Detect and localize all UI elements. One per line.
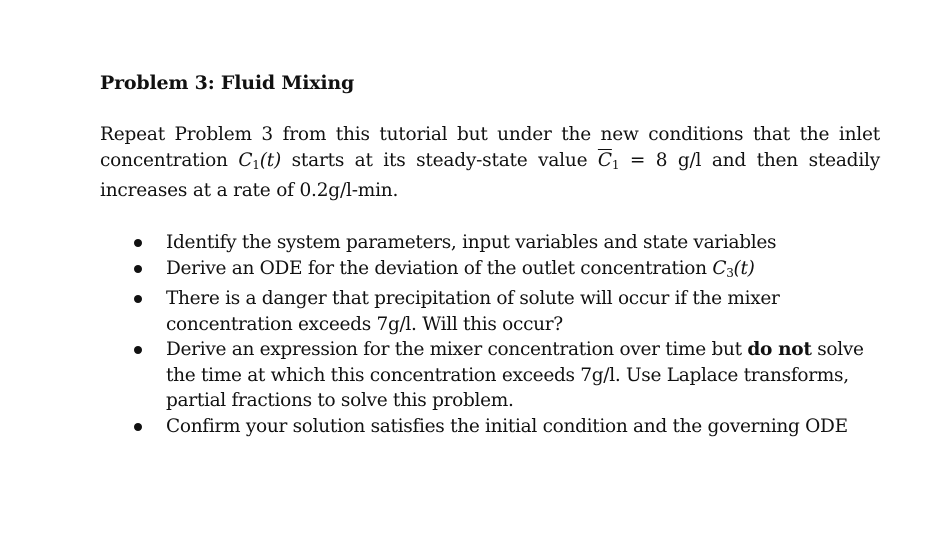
bullet-icon	[134, 295, 142, 303]
task-list	[100, 230, 880, 439]
task-item: Identify the system parameters, input variables and state variables	[134, 230, 880, 256]
problem-title: Problem 3: Fluid Mixing	[100, 72, 355, 94]
steady-state-symbol: $\overline{C}_1$	[597, 150, 620, 172]
task-item: There is a danger that precipitation of solute will occur if the mixer concentration exceeds 7g/l. Will this occur?	[134, 286, 880, 337]
problem-intro	[100, 122, 880, 204]
intro-text-1: Repeat Problem 3 from this tutorial but under the new conditions that the inlet concentration	[100, 124, 880, 171]
outlet-concentration-symbol: $C_3(t)$	[712, 257, 755, 280]
intro-text-3: and then steadily increases at a rate of 0.2g/l-min.	[100, 150, 881, 201]
emphasis-do-not: do not	[747, 339, 812, 360]
task-item: Derive an expression for the mixer concentration over time but do not solve the time at which this concentration exceeds 7g/l. Use Laplace transforms, partial fractions to solve this problem.	[134, 337, 880, 414]
document-page	[100, 72, 880, 439]
bullet-icon	[134, 346, 142, 354]
bullet-icon	[134, 423, 142, 431]
steady-state-value: = 8 g/l	[619, 150, 702, 171]
bullet-icon	[134, 265, 142, 273]
intro-text-2: starts at its steady-state value	[281, 150, 598, 171]
inlet-concentration-symbol: $C_1(t)$	[238, 150, 282, 172]
task-item: Derive an ODE for the deviation of the outlet concentration $C_3(t)$	[134, 256, 880, 287]
task-item: Confirm your solution satisfies the initial condition and the governing ODE	[134, 414, 880, 440]
bullet-icon	[134, 239, 142, 247]
